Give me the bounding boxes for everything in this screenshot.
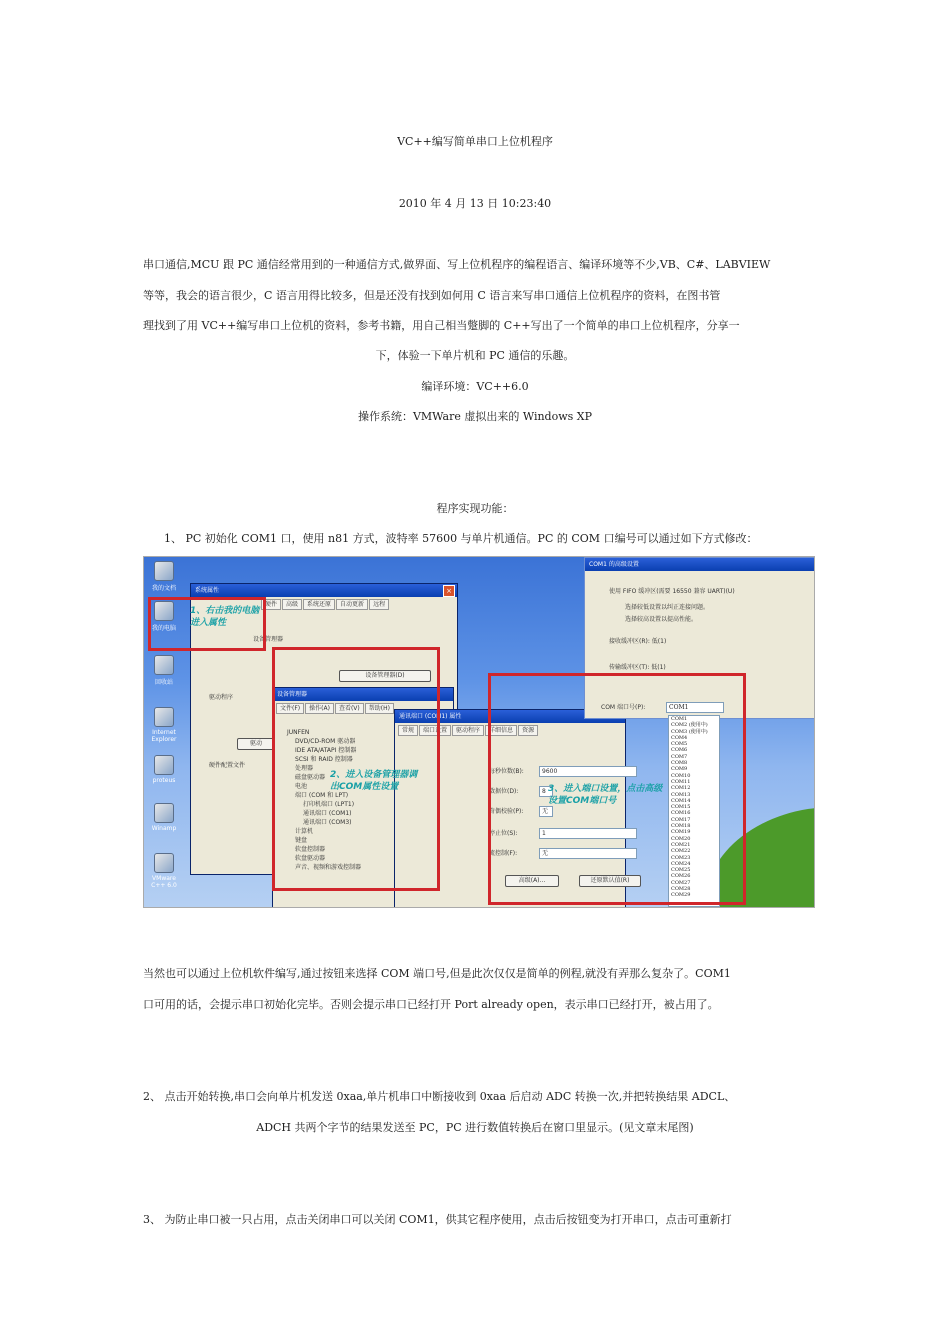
menu-help[interactable]: 帮助(H) (365, 703, 394, 714)
tab-driver[interactable]: 驱动程序 (452, 725, 484, 736)
stop-bits-label: 停止位(S): (489, 830, 518, 837)
com-port-option[interactable]: COM15 (671, 804, 691, 811)
tree-item[interactable]: 电池 (295, 783, 308, 790)
screenshot-figure (143, 556, 815, 908)
com-port-option[interactable]: COM23 (671, 854, 691, 861)
hint-high: 选择较高设置以提高性能。 (625, 616, 698, 623)
restore-defaults-button[interactable]: 还原默认值(R) (579, 875, 641, 887)
com-port-option[interactable]: COM17 (671, 816, 691, 823)
folder-icon (154, 561, 174, 581)
annotation-step-1: 1、右击我的电脑进入属性 (190, 606, 260, 628)
annotation-step-2: 2、进入设备管理器调出COM属性设置 (330, 770, 418, 792)
desktop-icon-recycle-bin[interactable]: 回收站 (150, 655, 178, 686)
com-port-option[interactable]: COM11 (671, 778, 691, 785)
com-port-option[interactable]: COM7 (671, 753, 688, 760)
stop-bits-select[interactable]: 1 (539, 828, 637, 839)
bits-per-second-label: 每秒位数(B): (489, 768, 524, 775)
device-manager-button[interactable]: 设备管理器(D) (339, 670, 431, 682)
ide-icon (154, 853, 174, 873)
tree-item[interactable]: 通讯端口 (COM3) (303, 819, 352, 826)
tree-item[interactable]: 声音、视频和游戏控制器 (295, 864, 362, 871)
com-port-option[interactable]: COM25 (671, 867, 691, 874)
features-heading: 程序实现功能： (436, 502, 514, 515)
tree-item[interactable]: 通讯端口 (COM1) (303, 810, 352, 817)
item-2-line-1: 2、 点击开始转换,串口会向单片机发送 0xaa,单片机串口中断接收到 0xaa 后启动 ADC 转换一次,并把转换结果 ADCL、 (143, 1090, 736, 1103)
port-properties-title: 通讯端口 (COM1) 属性 (395, 710, 625, 723)
com-port-label: COM 端口号(P): (601, 704, 646, 711)
item-3: 3、 为防止串口被一只占用，点击关闭串口可以关闭 COM1，供其它程序使用，点击后按钮变为打开串口，点击可重新打 (143, 1213, 732, 1226)
tab-advanced[interactable]: 高级 (282, 599, 302, 610)
after-figure-line-2: 口可用的话，会提示串口初始化完毕。否则会提示串口已经打开 Port already open，表示串口已经打开，被占用了。 (143, 998, 719, 1011)
tree-item[interactable]: JUNFEN (287, 729, 310, 736)
tab-details[interactable]: 详细信息 (485, 725, 517, 736)
menu-view[interactable]: 查看(V) (335, 703, 364, 714)
hint-low: 选择较低设置以纠正连接问题。 (625, 604, 710, 611)
tab-hardware[interactable]: 硬件 (261, 599, 281, 610)
tree-item[interactable]: 端口 (COM 和 LPT) (295, 792, 349, 799)
com-port-option[interactable]: COM5 (671, 741, 688, 748)
com-port-option[interactable]: COM9 (671, 766, 688, 773)
tree-item[interactable]: 键盘 (295, 837, 308, 844)
tab-general[interactable]: 常规 (398, 725, 418, 736)
media-icon (154, 803, 174, 823)
com-port-option[interactable]: COM12 (671, 785, 691, 792)
tab-resources[interactable]: 资源 (518, 725, 538, 736)
com-port-option[interactable]: COM3 (使用中) (671, 728, 708, 735)
desktop-icon-vc[interactable]: VMware C++ 6.0 (150, 853, 178, 889)
flow-control-label: 流控制(F): (489, 850, 518, 857)
com-port-option[interactable]: COM26 (671, 873, 691, 880)
com-port-select[interactable]: COM1 (666, 702, 724, 713)
data-bits-select[interactable]: 8 (539, 786, 553, 797)
tree-item[interactable]: 磁盘驱动器 (295, 774, 326, 781)
com-port-option[interactable]: COM29 (671, 892, 691, 899)
desktop-icon-winamp[interactable]: Winamp (150, 803, 178, 832)
device-manager-label: 设备管理器 (253, 636, 284, 643)
tree-item[interactable]: 打印机端口 (LPT1) (303, 801, 355, 808)
intro-line-4: 下，体验一下单片机和 PC 通信的乐趣。 (375, 349, 575, 362)
tree-item[interactable]: 软盘控制器 (295, 846, 326, 853)
com-port-option[interactable]: COM2 (使用中) (671, 722, 708, 729)
item-1: 1、 PC 初始化 COM1 口，使用 n81 方式，波特率 57600 与单片机通信。PC 的 COM 口编号可以通过如下方式修改： (164, 532, 758, 545)
com-port-option[interactable]: COM13 (671, 791, 691, 798)
com-port-option[interactable]: COM14 (671, 797, 691, 804)
tree-item[interactable]: 处理器 (295, 765, 314, 772)
tree-item[interactable]: 计算机 (295, 828, 314, 835)
advanced-settings-title: COM1 的高级设置 (585, 558, 815, 571)
com-port-option[interactable]: COM22 (671, 848, 691, 855)
com-port-option[interactable]: COM28 (671, 886, 691, 893)
com-port-option[interactable]: COM19 (671, 829, 691, 836)
tree-item[interactable]: IDE ATA/ATAPI 控制器 (295, 747, 357, 754)
hardware-profiles-label: 硬件配置文件 (209, 762, 246, 769)
doc-date: 2010 年 4 月 13 日 10:23:40 (398, 197, 552, 210)
com-port-option[interactable]: COM6 (671, 747, 688, 754)
os-line: 操作系统：VMWare 虚拟出来的 Windows XP (357, 410, 593, 423)
tree-item[interactable]: 软盘驱动器 (295, 855, 326, 862)
app-icon (154, 755, 174, 775)
com-port-option[interactable]: COM18 (671, 823, 691, 830)
desktop-icon-proteus[interactable]: proteus (150, 755, 178, 784)
flow-control-select[interactable]: 无 (539, 848, 637, 859)
tab-auto-update[interactable]: 自动更新 (336, 599, 368, 610)
menu-file[interactable]: 文件(F) (276, 703, 304, 714)
recycle-bin-icon (154, 655, 174, 675)
tab-remote[interactable]: 远程 (369, 599, 389, 610)
close-icon[interactable]: × (443, 585, 455, 597)
tree-item[interactable]: SCSI 和 RAID 控制器 (295, 756, 353, 763)
transmit-buffer-label: 传输缓冲区(T): 低(1) (609, 664, 666, 671)
annotation-step-3: 3、进入端口设置，点击高级设置COM端口号 (548, 784, 663, 806)
device-manager-title: 设备管理器 (273, 688, 453, 701)
doc-title: VC++编写简单串口上位机程序 (397, 135, 553, 148)
parity-select[interactable]: 无 (539, 806, 553, 817)
data-bits-label: 数据位(D): (489, 788, 519, 795)
desktop-icon-my-computer[interactable]: 我的电脑 (150, 601, 178, 632)
parity-label: 奇偶校验(P): (489, 808, 524, 815)
tab-system-restore[interactable]: 系统还原 (303, 599, 335, 610)
drivers-label: 驱动程序 (209, 694, 234, 701)
intro-line-2: 等等，我会的语言很少，C 语言用得比较多，但是还没有找到如何用 C 语言来写串口通信上位机程序的资料，在图书管 (143, 289, 721, 302)
com-port-option[interactable]: COM10 (671, 772, 691, 779)
com-port-option[interactable]: COM27 (671, 879, 691, 886)
env-line: 编译环境：VC++6.0 (421, 380, 529, 393)
com-port-option[interactable]: COM16 (671, 810, 691, 817)
after-figure-line-1: 当然也可以通过上位机软件编写,通过按钮来选择 COM 端口号,但是此次仅仅是简单的例程,就没有弄那么复杂了。COM1 (143, 967, 731, 980)
intro-line-1: 串口通信,MCU 跟 PC 通信经常用到的一种通信方式,做界面、写上位机程序的编程语言、编译环境等不少,VB、C#、LABVIEW (143, 258, 771, 271)
desktop-icon-my-documents[interactable]: 我的文档 (150, 561, 178, 592)
fifo-checkbox[interactable]: 使用 FIFO 缓冲区(需要 16550 兼容 UART)(U) (609, 588, 735, 595)
tab-port-settings[interactable]: 端口设置 (419, 725, 451, 736)
com-port-option[interactable]: COM21 (671, 841, 691, 848)
system-properties-title: 系统属性 (191, 584, 457, 597)
menu-action[interactable]: 操作(A) (305, 703, 334, 714)
com-port-option[interactable]: COM4 (671, 734, 688, 741)
item-2-line-2: ADCH 共两个字节的结果发送至 PC，PC 进行数值转换后在窗口里显示。(见文章末尾图) (256, 1121, 694, 1134)
browser-icon (154, 707, 174, 727)
desktop-icon-ie[interactable]: Internet Explorer (150, 707, 178, 743)
receive-buffer-label: 接收缓冲区(R): 低(1) (609, 638, 667, 645)
bits-per-second-select[interactable]: 9600 (539, 766, 637, 777)
intro-line-3: 理找到了用 VC++编写串口上位机的资料，参考书籍，用自己相当蹩脚的 C++写出了一个简单的串口上位机程序，分享一 (143, 319, 740, 332)
com-port-option[interactable]: COM24 (671, 860, 691, 867)
com-port-option[interactable]: COM8 (671, 760, 688, 767)
drivers-button[interactable]: 驱动 (237, 738, 275, 750)
com-port-option[interactable]: COM20 (671, 835, 691, 842)
com-port-option[interactable]: COM1 (671, 716, 688, 722)
tree-item[interactable]: DVD/CD-ROM 驱动器 (295, 738, 356, 745)
advanced-button[interactable]: 高级(A)... (505, 875, 559, 887)
